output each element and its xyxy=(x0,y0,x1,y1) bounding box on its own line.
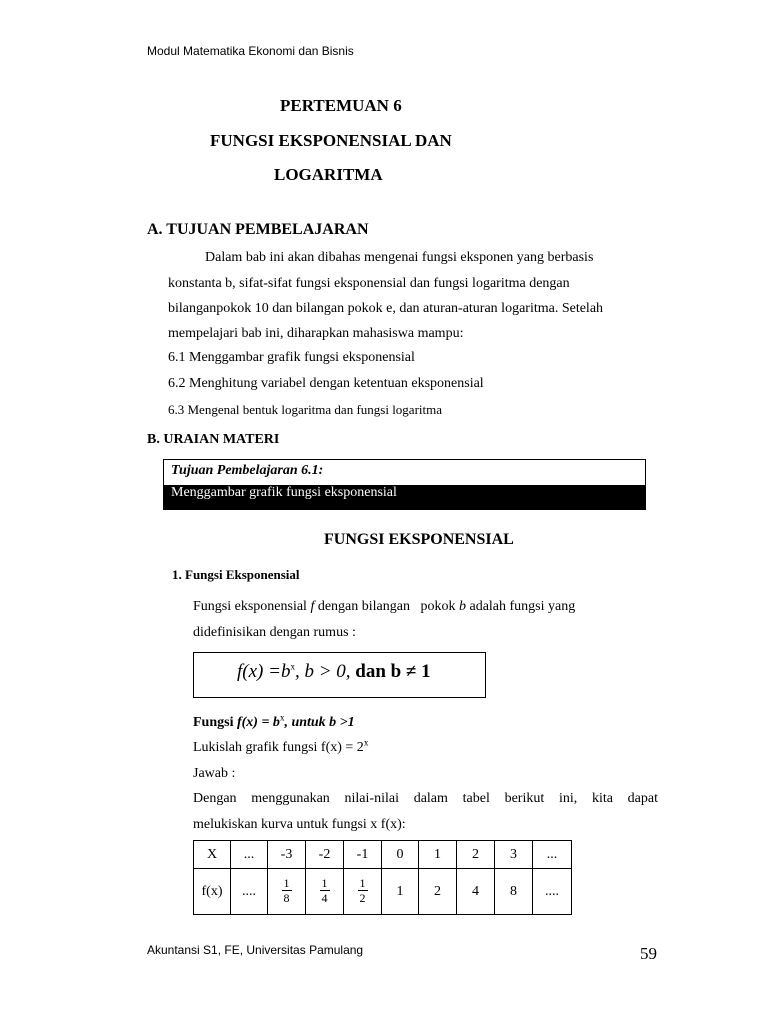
case-exponent: x xyxy=(279,712,285,723)
objective-3: 6.3 Mengenal bentuk logaritma dan fungsi logaritma xyxy=(168,402,443,417)
table-cell: X xyxy=(194,841,231,869)
table-cell: f(x) xyxy=(194,869,231,915)
table-row-fx xyxy=(194,869,572,915)
formula-end: dan b ≠ 1 xyxy=(355,661,431,682)
formula-exponent: x xyxy=(290,661,295,672)
denominator: 8 xyxy=(283,891,290,905)
def-text-a: Fungsi eksponensial xyxy=(193,599,311,614)
table-cell: 8 xyxy=(495,869,533,915)
def-b: b xyxy=(458,599,466,614)
intro-line-4: mempelajari bab ini, diharapkan mahasiswa mampu: xyxy=(168,326,464,341)
fraction-one-eighth xyxy=(282,876,292,905)
def-text-c: adalah fungsi yang xyxy=(465,599,576,614)
running-header: Modul Matematika Ekonomi dan Bisnis xyxy=(147,44,354,58)
chapter-title-line2: LOGARITMA xyxy=(274,165,383,184)
table-cell: -3 xyxy=(268,841,306,869)
table-cell: ... xyxy=(231,841,268,869)
table-cell: 2 xyxy=(457,841,495,869)
formula-condition: , b > 0, xyxy=(294,661,356,682)
table-cell xyxy=(268,869,306,915)
table-cell: 3 xyxy=(495,841,533,869)
intro-line-3: bilanganpokok 10 dan bilangan pokok e, dan aturan-aturan logaritma. Setelah xyxy=(168,301,604,316)
definition-line-1 xyxy=(193,599,575,615)
table-cell xyxy=(344,869,382,915)
formula-fx: f(x) =b xyxy=(237,661,291,682)
denominator: 4 xyxy=(321,891,328,905)
fraction-one-quarter xyxy=(320,876,330,905)
fraction-one-half xyxy=(358,876,368,905)
objective-box-title: Tujuan Pembelajaran 6.1: xyxy=(171,463,324,478)
section-b-heading: B. URAIAN MATERI xyxy=(147,432,280,447)
page-number: 59 xyxy=(640,944,657,963)
section-a-heading: A. TUJUAN PEMBELAJARAN xyxy=(147,221,369,238)
intro-line-2: konstanta b, sifat-sifat fungsi eksponensial dan fungsi logaritma dengan xyxy=(168,276,570,291)
task-exponent: x xyxy=(363,737,369,748)
learning-objective-box xyxy=(163,459,646,510)
def-text-b: dengan bilangan pokok xyxy=(314,599,459,614)
footer-text: Akuntansi S1, FE, Universitas Pamulang xyxy=(147,943,364,957)
content-title: FUNGSI EKSPONENSIAL xyxy=(324,531,514,548)
intro-line-1: Dalam bab ini akan dibahas mengenai fungsi eksponen yang berbasis xyxy=(205,250,594,265)
table-cell: 0 xyxy=(382,841,419,869)
case-fx: f(x) = b xyxy=(236,715,280,730)
formula xyxy=(237,661,431,683)
table-cell: 4 xyxy=(457,869,495,915)
formula-box xyxy=(193,652,486,698)
case-heading xyxy=(193,712,355,731)
objective-1: 6.1 Menggambar grafik fungsi eksponensial xyxy=(168,350,415,365)
chapter-number: PERTEMUAN 6 xyxy=(280,96,402,115)
table-cell: -1 xyxy=(344,841,382,869)
case-a: Fungsi xyxy=(193,715,237,730)
answer-label: Jawab : xyxy=(193,766,236,781)
numerator: 1 xyxy=(359,876,366,890)
def-f: f xyxy=(310,599,315,614)
numerator: 1 xyxy=(283,876,290,890)
definition-line-2: didefinisikan dengan rumus : xyxy=(193,625,356,640)
table-cell: -2 xyxy=(306,841,344,869)
values-table xyxy=(193,840,572,915)
numerator: 1 xyxy=(321,876,328,890)
description-line-1: Dengan menggunakan nilai-nilai dalam tabel berikut ini, kita dapat xyxy=(193,791,658,806)
table-cell: ... xyxy=(533,841,572,869)
table-cell: .... xyxy=(533,869,572,915)
table-cell: 1 xyxy=(419,841,457,869)
chapter-title-line1: FUNGSI EKSPONENSIAL DAN xyxy=(210,131,452,150)
table-cell: 1 xyxy=(382,869,419,915)
table-cell: 2 xyxy=(419,869,457,915)
description-line-2: melukiskan kurva untuk fungsi x f(x): xyxy=(193,817,406,832)
task-text: Lukislah grafik fungsi f(x) = 2 xyxy=(193,740,364,755)
objective-2: 6.2 Menghitung variabel dengan ketentuan eksponensial xyxy=(168,376,484,391)
case-condition: , untuk b >1 xyxy=(284,715,355,730)
denominator: 2 xyxy=(359,891,366,905)
table-cell: .... xyxy=(231,869,268,915)
subheading-fungsi-eksponensial: 1. Fungsi Eksponensial xyxy=(172,567,300,582)
table-cell xyxy=(306,869,344,915)
table-row-x xyxy=(194,841,572,869)
objective-box-text: Menggambar grafik fungsi eksponensial xyxy=(164,485,645,510)
task-line xyxy=(193,737,369,756)
